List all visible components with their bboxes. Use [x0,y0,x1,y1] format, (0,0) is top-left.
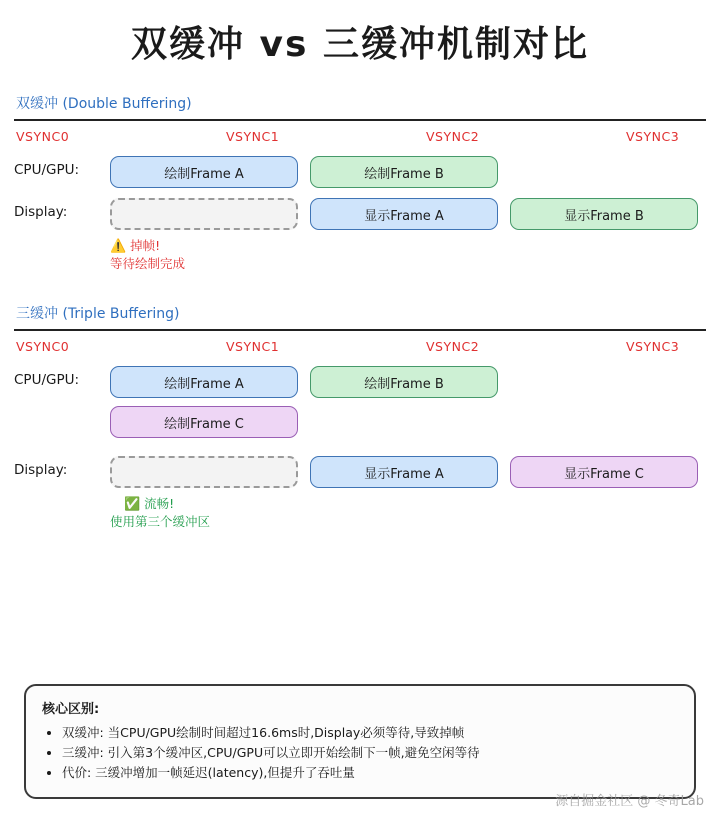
vsync-marker-triple-3: VSYNC3 [626,339,680,354]
block-show-frame-c: 显示Frame C [510,456,698,488]
vsync-row-double [14,127,706,149]
page-title: 双缓冲 vs 三缓冲机制对比 [131,24,589,65]
vsync-marker-2: VSYNC2 [426,129,480,144]
divider-double [14,119,706,121]
block-show-frame-a: 显示Frame A [310,198,498,230]
note-area-double [14,233,706,277]
track-double-display [14,195,706,233]
row-label-cpugpu-triple: CPU/GPU: [14,372,80,388]
row-label-cpugpu-double: CPU/GPU: [14,162,80,178]
note-dropframe-detail: 等待绘制完成 [110,256,186,271]
legend-item-cost: • 代价: 三缓冲增加一帧延迟(latency),但提升了吞吐量 [62,763,678,783]
vsync-marker-0: VSYNC0 [16,129,70,144]
diagram-page [0,16,720,817]
block-show-frame-a-triple: 显示Frame A [310,456,498,488]
track-triple-display [14,453,706,491]
block-draw-frame-b: 绘制Frame B [310,156,498,188]
warning-icon: ⚠️ [110,239,127,254]
block-display-idle-triple [110,456,298,488]
section-label-triple: 三缓冲 (Triple Buffering) [16,306,180,322]
note-smooth-detail: 使用第三个缓冲区 [110,514,211,529]
block-show-frame-b: 显示Frame B [510,198,698,230]
note-dropframe [110,237,160,255]
legend-title: 核心区别: [42,702,100,717]
track-triple-cpugpu-second [14,403,706,441]
block-draw-frame-c: 绘制Frame C [110,406,298,438]
vsync-marker-3: VSYNC3 [626,129,680,144]
vsync-marker-1: VSYNC1 [226,129,280,144]
row-label-display-triple: Display: [14,462,68,478]
vsync-marker-triple-2: VSYNC2 [426,339,480,354]
note-smooth-headline: 流畅! [144,496,175,511]
legend-list [42,723,678,783]
vsync-marker-triple-0: VSYNC0 [16,339,70,354]
block-draw-frame-a-triple: 绘制Frame A [110,366,298,398]
section-label-double: 双缓冲 (Double Buffering) [16,96,192,112]
legend-item-triple: • 三缓冲: 引入第3个缓冲区,CPU/GPU可以立即开始绘制下一帧,避免空闲等待 [62,743,678,763]
note-dropframe-headline: 掉帧! [130,238,161,253]
track-double-cpugpu [14,153,706,191]
block-draw-frame-b-triple: 绘制Frame B [310,366,498,398]
row-label-display-double: Display: [14,204,68,220]
vsync-marker-triple-1: VSYNC1 [226,339,280,354]
legend-box [24,684,696,799]
check-icon: ✅ [124,497,141,512]
vsync-row-triple [14,337,706,359]
note-smooth [124,495,174,513]
block-draw-frame-a: 绘制Frame A [110,156,298,188]
divider-triple [14,329,706,331]
block-display-idle [110,198,298,230]
note-area-triple [14,491,706,535]
track-triple-cpugpu [14,363,706,401]
watermark: 源自掘金社区 @ 冬奇Lab [555,794,704,809]
legend-item-double: • 双缓冲: 当CPU/GPU绘制时间超过16.6ms时,Display必须等待,导致掉帧 [62,723,678,743]
